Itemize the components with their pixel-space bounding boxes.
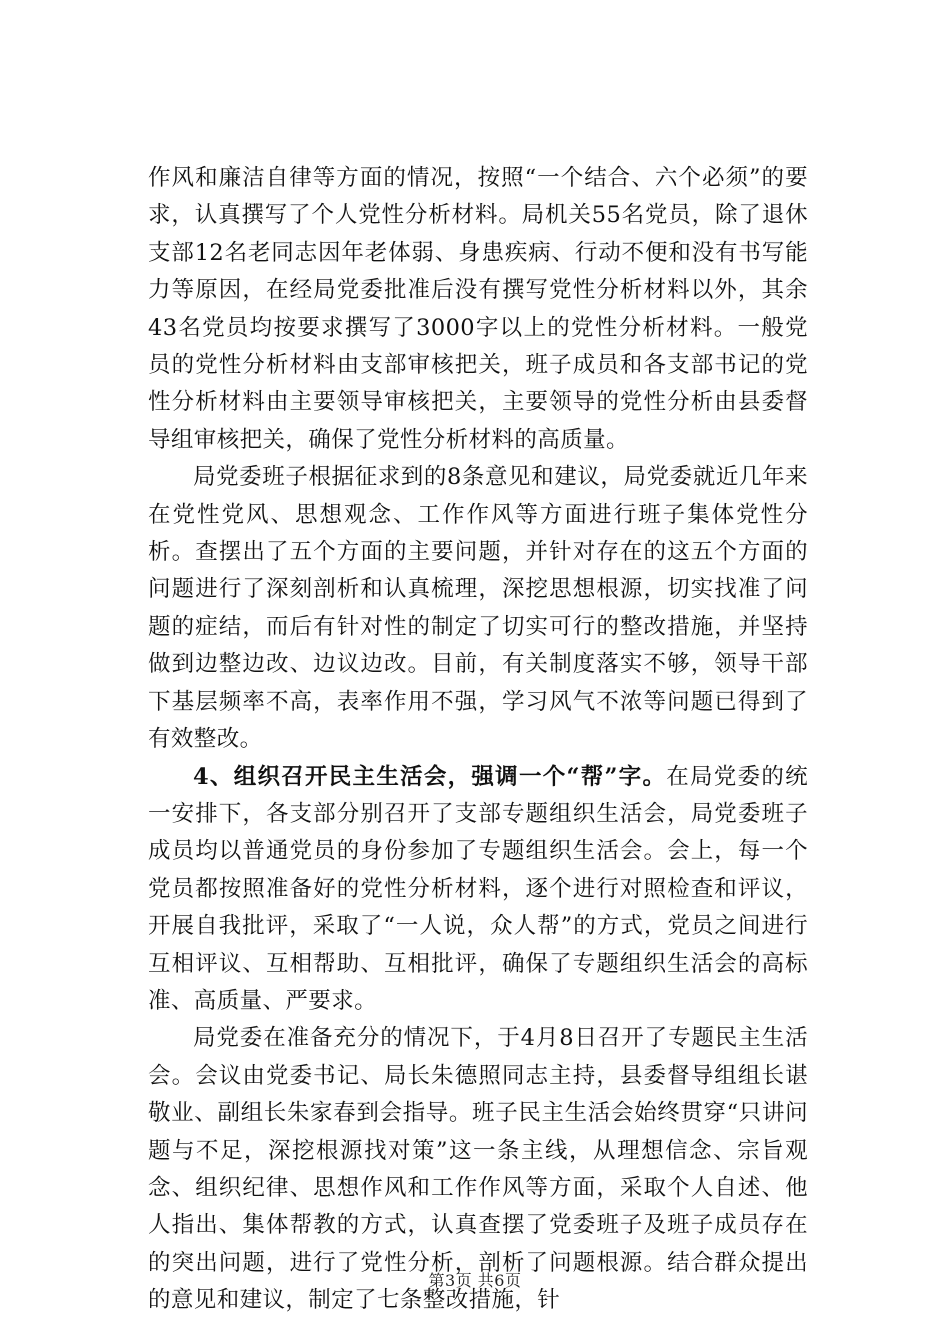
paragraph-continuation — [148, 160, 808, 459]
paragraph-party-committee-analysis — [148, 459, 808, 758]
paragraph-text: 作风和廉洁自律等方面的情况，按照“一个结合、六个必须”的要求，认真撰写了个人党性分析材料。局机关55名党员，除了退休支部12名老同志因年老体弱、身患疾病、行动不便和没有书写能力等原因，在经局党委批准后没有撰写党性分析材料以外，其余43名党员均按要求撰写了3000字以上的党性分析材料。一般党员的党性分析材料由支部审核把关，班子成员和各支部书记的党性分析材料由主要领导审核把关，主要领导的党性分析由县委督导组审核把关，确保了党性分析材料的高质量。 — [148, 165, 808, 453]
paragraph-text: 在局党委的统一安排下，各支部分别召开了支部专题组织生活会，局党委班子成员均以普通党员的身份参加了专题组织生活会。会上，每一个党员都按照准备好的党性分析材料，逐个进行对照检查和评议，开展自我批评，采取了“一人说，众人帮”的方式，党员之间进行互相评议、互相帮助、互相批评，确保了专题组织生活会的高标准、高质量、严要求。 — [148, 763, 808, 1014]
section-heading: 4、组织召开民主生活会，强调一个“帮”字。 — [193, 763, 667, 790]
paragraph-democratic-life-meeting — [148, 759, 808, 1021]
page-footer — [0, 1268, 950, 1291]
page-number: 第3页 共6页 — [428, 1271, 522, 1290]
document-body — [148, 160, 808, 1320]
paragraph-text: 局党委班子根据征求到的8条意见和建议，局党委就近几年来在党性党风、思想观念、工作作风等方面进行班子集体党性分析。查摆出了五个方面的主要问题，并针对存在的这五个方面的问题进行了深刻剖析和认真梳理，深挖思想根源，切实找准了问题的症结，而后有针对性的制定了切实可行的整改措施，并坚持做到边整边改、边议边改。目前，有关制度落实不够，领导干部下基层频率不高，表率作用不强，学习风气不浓等问题已得到了有效整改。 — [148, 464, 808, 753]
paragraph-text: 局党委在准备充分的情况下，于4月8日召开了专题民主生活会。会议由党委书记、局长朱德照同志主持，县委督导组组长谌敬业、副组长朱家春到会指导。班子民主生活会始终贯穿“只讲问题与不足，深挖根源找对策”这一条主线，从理想信念、宗旨观念、组织纪律、思想作风和工作作风等方面，采取个人自述、他人指出、集体帮教的方式，认真查摆了党委班子及班子成员存在的突出问题，进行了党性分析，剖析了问题根源。结合群众提出的意见和建议，制定了七条整改措施，针 — [148, 1025, 808, 1314]
